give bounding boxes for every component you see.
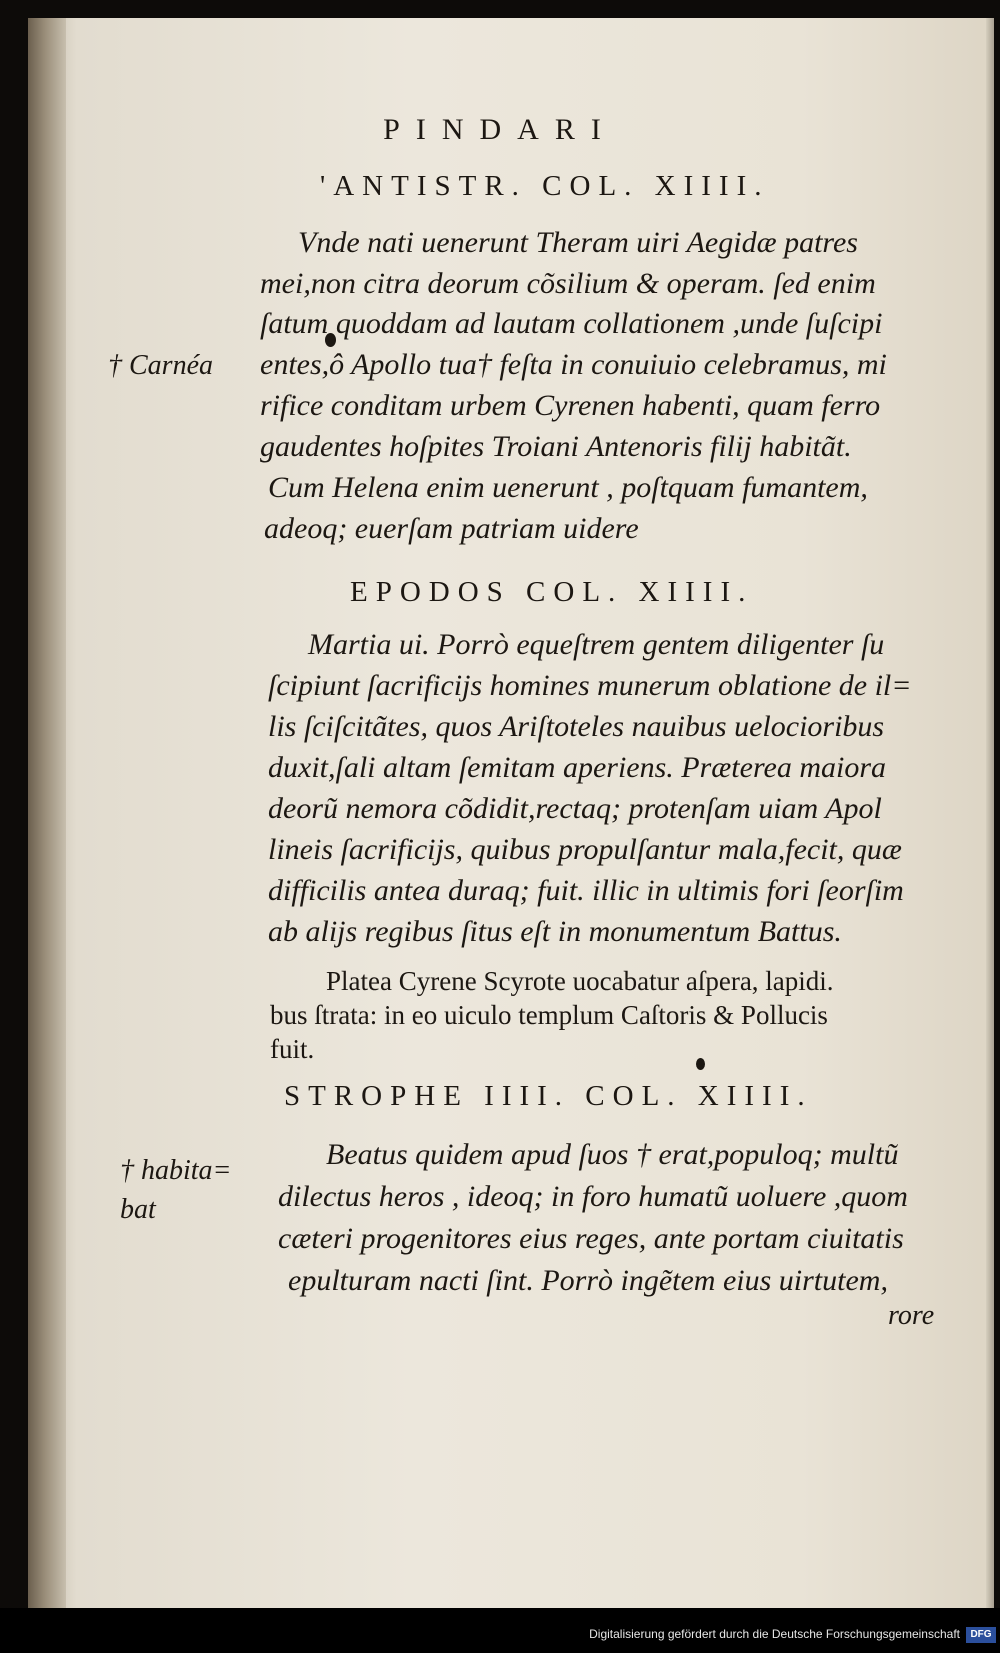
page-right-edge [986,18,994,1608]
text-line: fuit. [270,1034,315,1064]
text-line: lis ſciſcitãtes, quos Ariſtoteles nauibus uelocioribus [268,710,885,743]
text-line: entes,ô Apollo tua† feſta in conuiuio celebramus, mi [260,348,887,381]
text-line: Beatus quidem apud ſuos † erat,populoq; multũ [326,1138,899,1171]
text-line: mei,non citra deorum cõsilium & operam. ſed enim [260,267,876,300]
text-line: rifice conditam urbem Cyrenen habenti, quam ferro [260,389,881,422]
text-line: epulturam nacti ſint. Porrò ingẽtem eius uirtutem, [288,1264,888,1297]
text-line: lineis ſacrificijs, quibus propulſantur mala,fecit, quæ [268,833,902,866]
text-line: cæteri progenitores eius reges, ante portam ciuitatis [278,1222,904,1255]
text-line: deorũ nemora cõdidit,rectaq; protenſam uiam Apol [268,792,882,825]
text-line: ſatum quoddam ad lautam collationem ,unde ſuſcipi [260,307,883,340]
text-line: ab alijs regibus ſitus eſt in monumentum Battus. [268,915,842,948]
catchword: rore [888,1300,935,1331]
section-heading-antistrophe: 'ANTISTR. COL. XIIII. [320,170,770,202]
text-line: Cum Helena enim uenerunt , poſtquam fumantem, [268,471,868,504]
dfg-logo: DFG [966,1627,996,1643]
text-line: bus ſtrata: in eo uiculo templum Caſtoris & Pollucis [270,1000,828,1030]
page-gutter [28,18,66,1608]
text-line: Vnde nati uenerunt Theram uiri Aegidæ patres [298,226,858,259]
ink-speck [696,1058,705,1070]
text-line: Platea Cyrene Scyrote uocabatur aſpera, lapidi. [326,966,834,996]
section-heading-epodos: EPODOS COL. XIIII. [350,576,754,608]
margin-note-line: † habita= [120,1155,232,1186]
margin-note-line: bat [120,1194,156,1225]
running-head: PINDARI [383,113,617,146]
section-heading-strophe: STROPHE IIII. COL. XIIII. [284,1080,813,1112]
footer-credit: Digitalisierung gefördert durch die Deutsche Forschungsgemeinschaft [589,1627,960,1641]
text-line: gaudentes hoſpites Troiani Antenoris filij habitãt. [260,430,852,463]
text-line: Martia ui. Porrò equeſtrem gentem diligenter ſu [308,628,885,661]
margin-note-carnea: † Carnéa [108,350,213,381]
text-line: duxit,ſali altam ſemitam aperiens. Præterea maiora [268,751,887,784]
text-line: dilectus heros , ideoq; in foro humatũ uoluere ,quom [278,1180,908,1213]
text-line: difficilis antea duraq; fuit. illic in ultimis fori ſeorſim [268,874,904,907]
text-line: adeoq; euerſam patriam uidere [264,512,639,545]
text-line: ſcipiunt ſacrificijs homines munerum oblatione de il= [268,669,912,702]
